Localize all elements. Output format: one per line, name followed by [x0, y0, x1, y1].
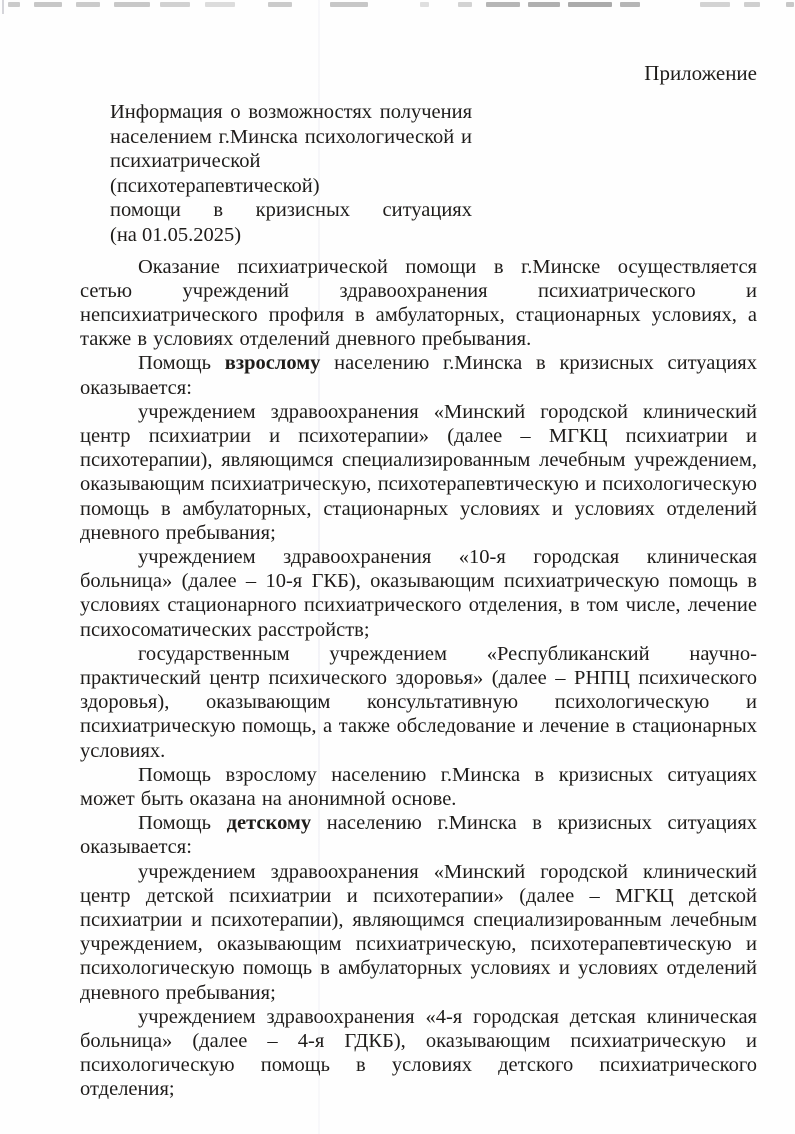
paragraph	[80, 763, 757, 811]
text-segment: Помощь	[138, 812, 227, 835]
document-body	[80, 255, 757, 1102]
paragraph	[80, 351, 757, 399]
title-line: населением г.Минска психологической и	[110, 125, 472, 148]
document-content	[80, 60, 757, 1102]
text-segment: Оказание психиатрической помощи в г.Минске осуществляется сетью учреждений здравоохранения психиатрического и непсихиатрического профиля в амбулаторных, стационарных условиях, а также в условиях отделений дневного пребывания.	[80, 255, 757, 351]
emphasized-text: взрослому	[224, 352, 321, 375]
title-line: (на 01.05.2025)	[110, 223, 242, 246]
scan-noise-top	[0, 1, 795, 11]
paragraph	[80, 811, 757, 859]
text-segment: учреждением здравоохранения «10-я городская клиническая больница» (далее – 10-я ГКБ), оказывающим психиатрическую помощь в условиях стационарного психиатрического отделения, в том числе, лечение психосоматических расстройств;	[80, 546, 757, 641]
text-segment: государственным учреждением «Республиканский научно-практический центр психического здоровья» (далее – РНПЦ психического здоровья), оказывающим консультативную психологическую и психиатрическую помощь, а также обследование и лечение в стационарных условиях.	[80, 642, 757, 762]
text-segment: Помощь	[138, 352, 225, 375]
paragraph	[80, 400, 757, 545]
paragraph	[80, 255, 757, 352]
annex-label: Приложение	[644, 61, 757, 85]
paragraph	[80, 1005, 757, 1102]
paragraph	[80, 860, 757, 1005]
paragraph	[80, 642, 757, 763]
paragraph	[80, 545, 757, 642]
text-segment: населению г.Минска в кризисных ситуациях оказывается:	[80, 352, 757, 399]
text-segment: Помощь взрослому населению г.Минска в кризисных ситуациях может быть оказана на анонимной основе.	[80, 763, 757, 811]
title-line: Информация о возможностях получения	[110, 101, 472, 123]
text-segment: учреждением здравоохранения «Минский городской клинический центр психиатрии и психотерапии» (далее – МГКЦ психиатрии и психотерапии), являющимся специализированным лечебным учреждением, оказывающим психиатрическую, психотерапевтическую и психологическую помощь в амбулаторных, стационарных условиях и условиях отделений дневного пребывания;	[80, 400, 757, 544]
emphasized-text: детскому	[226, 812, 312, 835]
document-title	[110, 100, 472, 248]
text-segment: учреждением здравоохранения «Минский городской клинический центр детской психиатрии и психотерапии» (далее – МГКЦ детской психиатрии и психотерапии), являющимся специализированным лечебным учреждением, оказывающим психиатрическую, психотерапевтическую и психологическую помощь в амбулаторных условиях и условиях отделений дневного пребывания;	[80, 860, 757, 1004]
text-segment: населению г.Минска в кризисных ситуациях оказывается:	[80, 812, 757, 859]
title-line: помощи в кризисных ситуациях	[110, 199, 472, 222]
title-line: психиатрической (психотерапевтической)	[110, 150, 320, 197]
text-segment: учреждением здравоохранения «4-я городская детская клиническая больница» (далее – 4-я ГДКБ), оказывающим психиатрическую и психологическую помощь в условиях детского психиатрического отделения;	[80, 1005, 757, 1101]
scan-edge-mark	[2, 0, 4, 14]
